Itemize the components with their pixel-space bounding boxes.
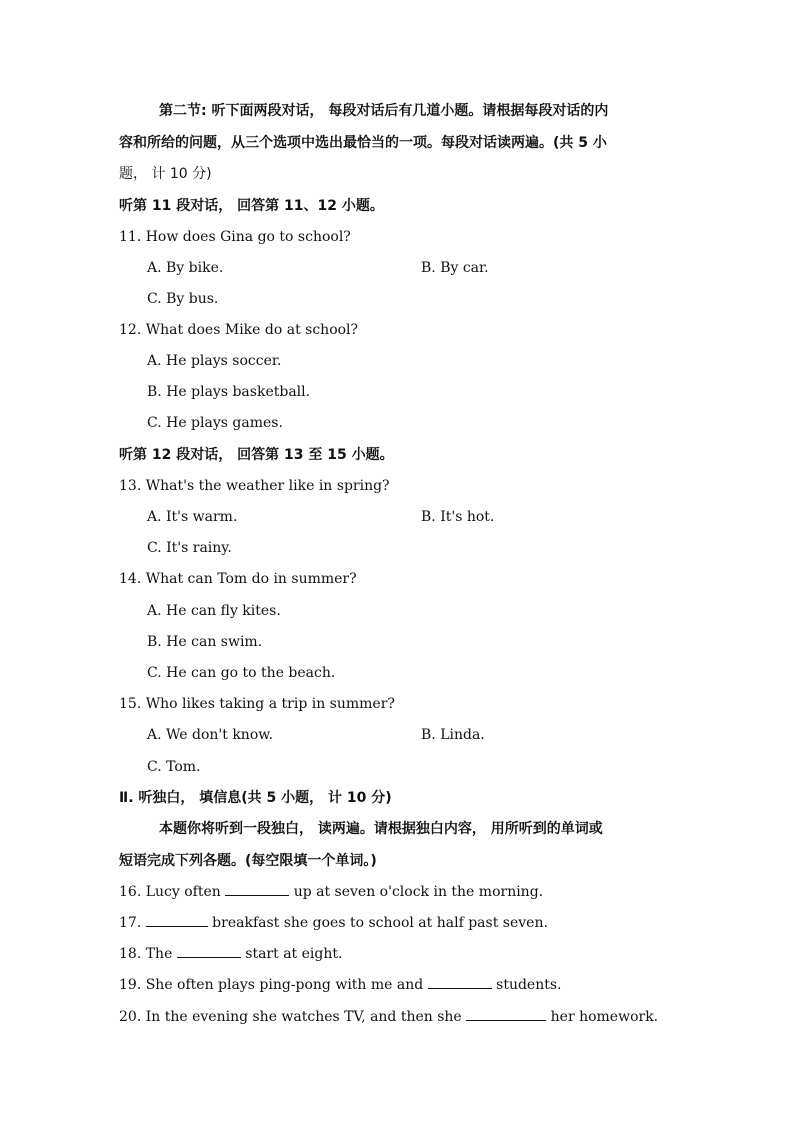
- fill-item-19: [119, 976, 679, 994]
- part2-intro-line2: 短语完成下列各题。(每空限填一个单词。): [119, 853, 377, 869]
- answer-blank[interactable]: [146, 914, 208, 927]
- option-b: B. He can swim.: [147, 634, 263, 650]
- fill-item-before: 16. Lucy often: [119, 884, 221, 900]
- fill-item-after: start at eight.: [245, 946, 343, 962]
- option-a: A. By bike.: [147, 260, 224, 276]
- section2-intro-line1: 第二节: 听下面两段对话， 每段对话后有几道小题。请根据每段对话的内: [159, 103, 609, 119]
- question-stem: 12. What does Mike do at school?: [119, 322, 359, 338]
- fill-item-17: [119, 914, 679, 932]
- fill-item-before: 20. In the evening she watches TV, and then she: [119, 1009, 462, 1025]
- question-stem: 15. Who likes taking a trip in summer?: [119, 696, 395, 712]
- question-stem: 14. What can Tom do in summer?: [119, 571, 357, 587]
- option-b: B. He plays basketball.: [147, 384, 311, 400]
- option-b: B. It's hot.: [421, 509, 495, 525]
- option-a: A. He plays soccer.: [147, 353, 282, 369]
- fill-item-before: 17.: [119, 915, 142, 931]
- option-a: A. It's warm.: [147, 509, 238, 525]
- dialogue11-heading: 听第 11 段对话， 回答第 11、12 小题。: [119, 198, 384, 214]
- question-stem: 13. What's the weather like in spring?: [119, 478, 390, 494]
- answer-blank[interactable]: [177, 945, 241, 958]
- dialogue12-heading: 听第 12 段对话， 回答第 13 至 15 小题。: [119, 447, 394, 463]
- option-c: C. Tom.: [147, 759, 201, 775]
- fill-item-after: students.: [496, 977, 562, 993]
- option-c: C. It's rainy.: [147, 540, 232, 556]
- option-a: A. We don't know.: [147, 727, 274, 743]
- question-stem: 11. How does Gina go to school?: [119, 229, 351, 245]
- option-b: B. Linda.: [421, 727, 485, 743]
- option-b: B. By car.: [421, 260, 489, 276]
- part2-intro-line1: 本题你将听到一段独白， 读两遍。请根据独白内容， 用所听到的单词或: [159, 821, 603, 837]
- option-c: C. By bus.: [147, 291, 219, 307]
- section2-intro-line3: 题， 计 10 分): [119, 166, 212, 182]
- section2-intro-line2: 容和所给的问题，从三个选项中选出最恰当的一项。每段对话读两遍。(共 5 小: [119, 135, 607, 151]
- fill-item-before: 18. The: [119, 946, 173, 962]
- fill-item-16: [119, 883, 679, 901]
- fill-item-after: breakfast she goes to school at half past seven.: [212, 915, 548, 931]
- fill-item-after: her homework.: [550, 1009, 659, 1025]
- option-a: A. He can fly kites.: [147, 603, 281, 619]
- answer-blank[interactable]: [428, 976, 492, 989]
- fill-item-20: [119, 1008, 679, 1026]
- part2-heading: Ⅱ. 听独白， 填信息(共 5 小题， 计 10 分): [119, 790, 392, 806]
- option-c: C. He plays games.: [147, 415, 283, 431]
- fill-item-18: [119, 945, 679, 963]
- answer-blank[interactable]: [225, 883, 289, 896]
- answer-blank[interactable]: [466, 1008, 546, 1021]
- fill-item-after: up at seven o'clock in the morning.: [293, 884, 544, 900]
- option-c: C. He can go to the beach.: [147, 665, 336, 681]
- fill-item-before: 19. She often plays ping-pong with me and: [119, 977, 424, 993]
